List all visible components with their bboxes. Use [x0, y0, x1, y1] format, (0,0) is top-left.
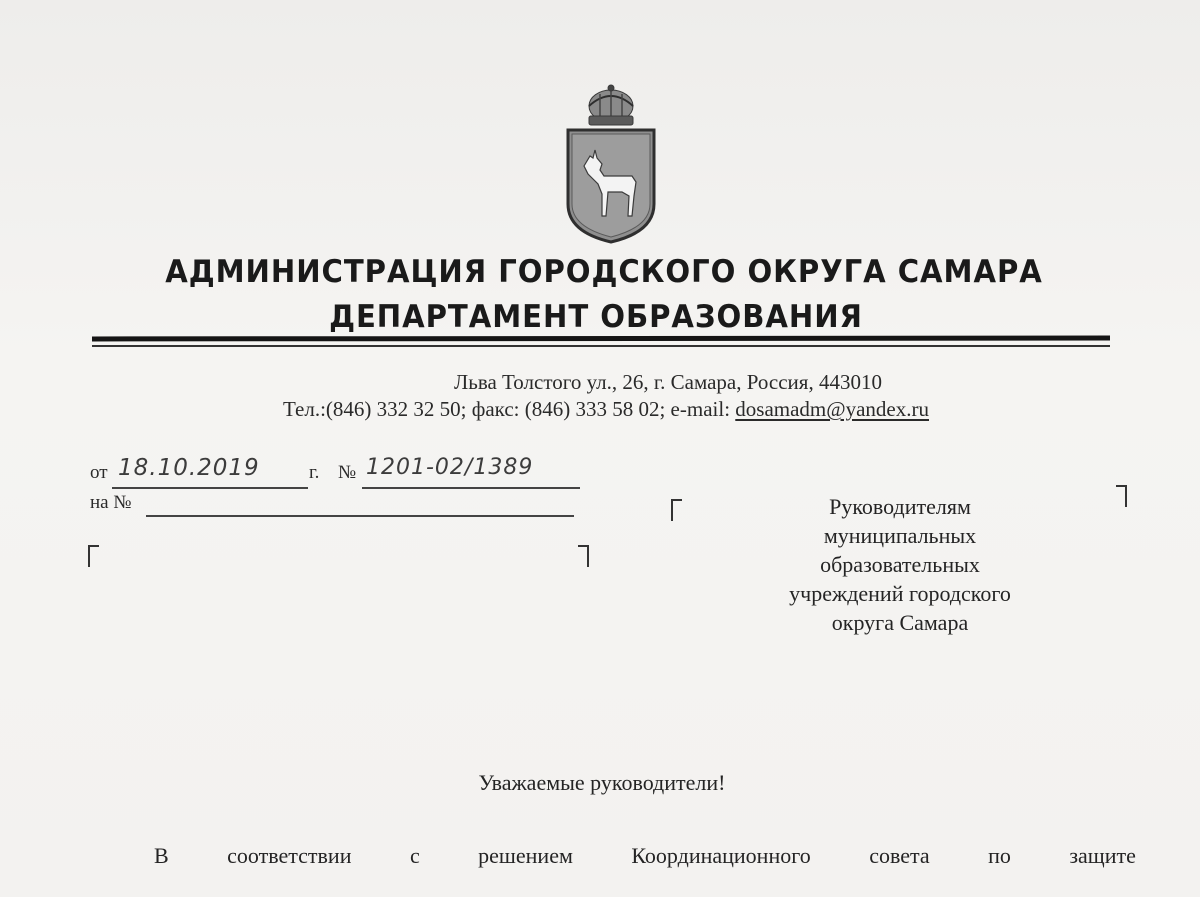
organization-name: АДМИНИСТРАЦИЯ ГОРОДСКОГО ОКРУГА САМАРА	[165, 254, 1043, 290]
contacts-line	[6, 397, 1200, 422]
addressee-line: Руководителям	[829, 494, 971, 519]
greeting: Уважаемые руководители!	[478, 770, 726, 795]
number-label: №	[338, 462, 357, 483]
samara-coat-of-arms-icon	[562, 84, 660, 244]
subject-bracket-right	[578, 545, 589, 567]
reply-number-underline	[146, 515, 574, 517]
body-word: В	[154, 843, 169, 868]
body-word: совета	[869, 843, 930, 868]
letterhead-rule-thin	[92, 345, 1110, 347]
body-word: с	[409, 843, 420, 868]
addressee-bracket-right	[1116, 485, 1127, 507]
reply-number-label: на №	[90, 492, 132, 513]
number-underline	[362, 487, 580, 489]
body-word: Координационного	[631, 843, 811, 868]
email-link[interactable]: dosamadm@yandex.ru	[735, 397, 929, 421]
address-line: Льва Толстого ул., 26, г. Самара, Россия, 443010	[454, 370, 882, 394]
body-first-line	[154, 843, 1136, 869]
date-underline	[112, 487, 308, 489]
year-suffix: г.	[309, 462, 320, 483]
body-word: по	[988, 843, 1011, 868]
addressee-line: учреждений городского	[789, 581, 1011, 606]
department-name: ДЕПАРТАМЕНТ ОБРАЗОВАНИЯ	[329, 299, 863, 335]
subject-bracket-left	[88, 545, 99, 567]
body-word: решением	[478, 843, 573, 868]
letterhead-rule-thick	[92, 336, 1110, 342]
addressee-bracket-left	[671, 499, 682, 521]
addressee-block	[700, 492, 1100, 637]
body-word: защите	[1069, 843, 1136, 868]
body-word: соответствии	[227, 843, 352, 868]
handwritten-number: 1201-02/1389	[366, 455, 534, 480]
addressee-line: образовательных	[820, 552, 980, 577]
contacts-text: Тел.:(846) 332 32 50; факс: (846) 333 58 02; e-mail:	[282, 397, 736, 421]
handwritten-date: 18.10.2019	[118, 455, 260, 481]
addressee-line: муниципальных	[823, 523, 977, 548]
date-label: от	[90, 462, 108, 483]
addressee-line: округа Самара	[831, 610, 969, 635]
